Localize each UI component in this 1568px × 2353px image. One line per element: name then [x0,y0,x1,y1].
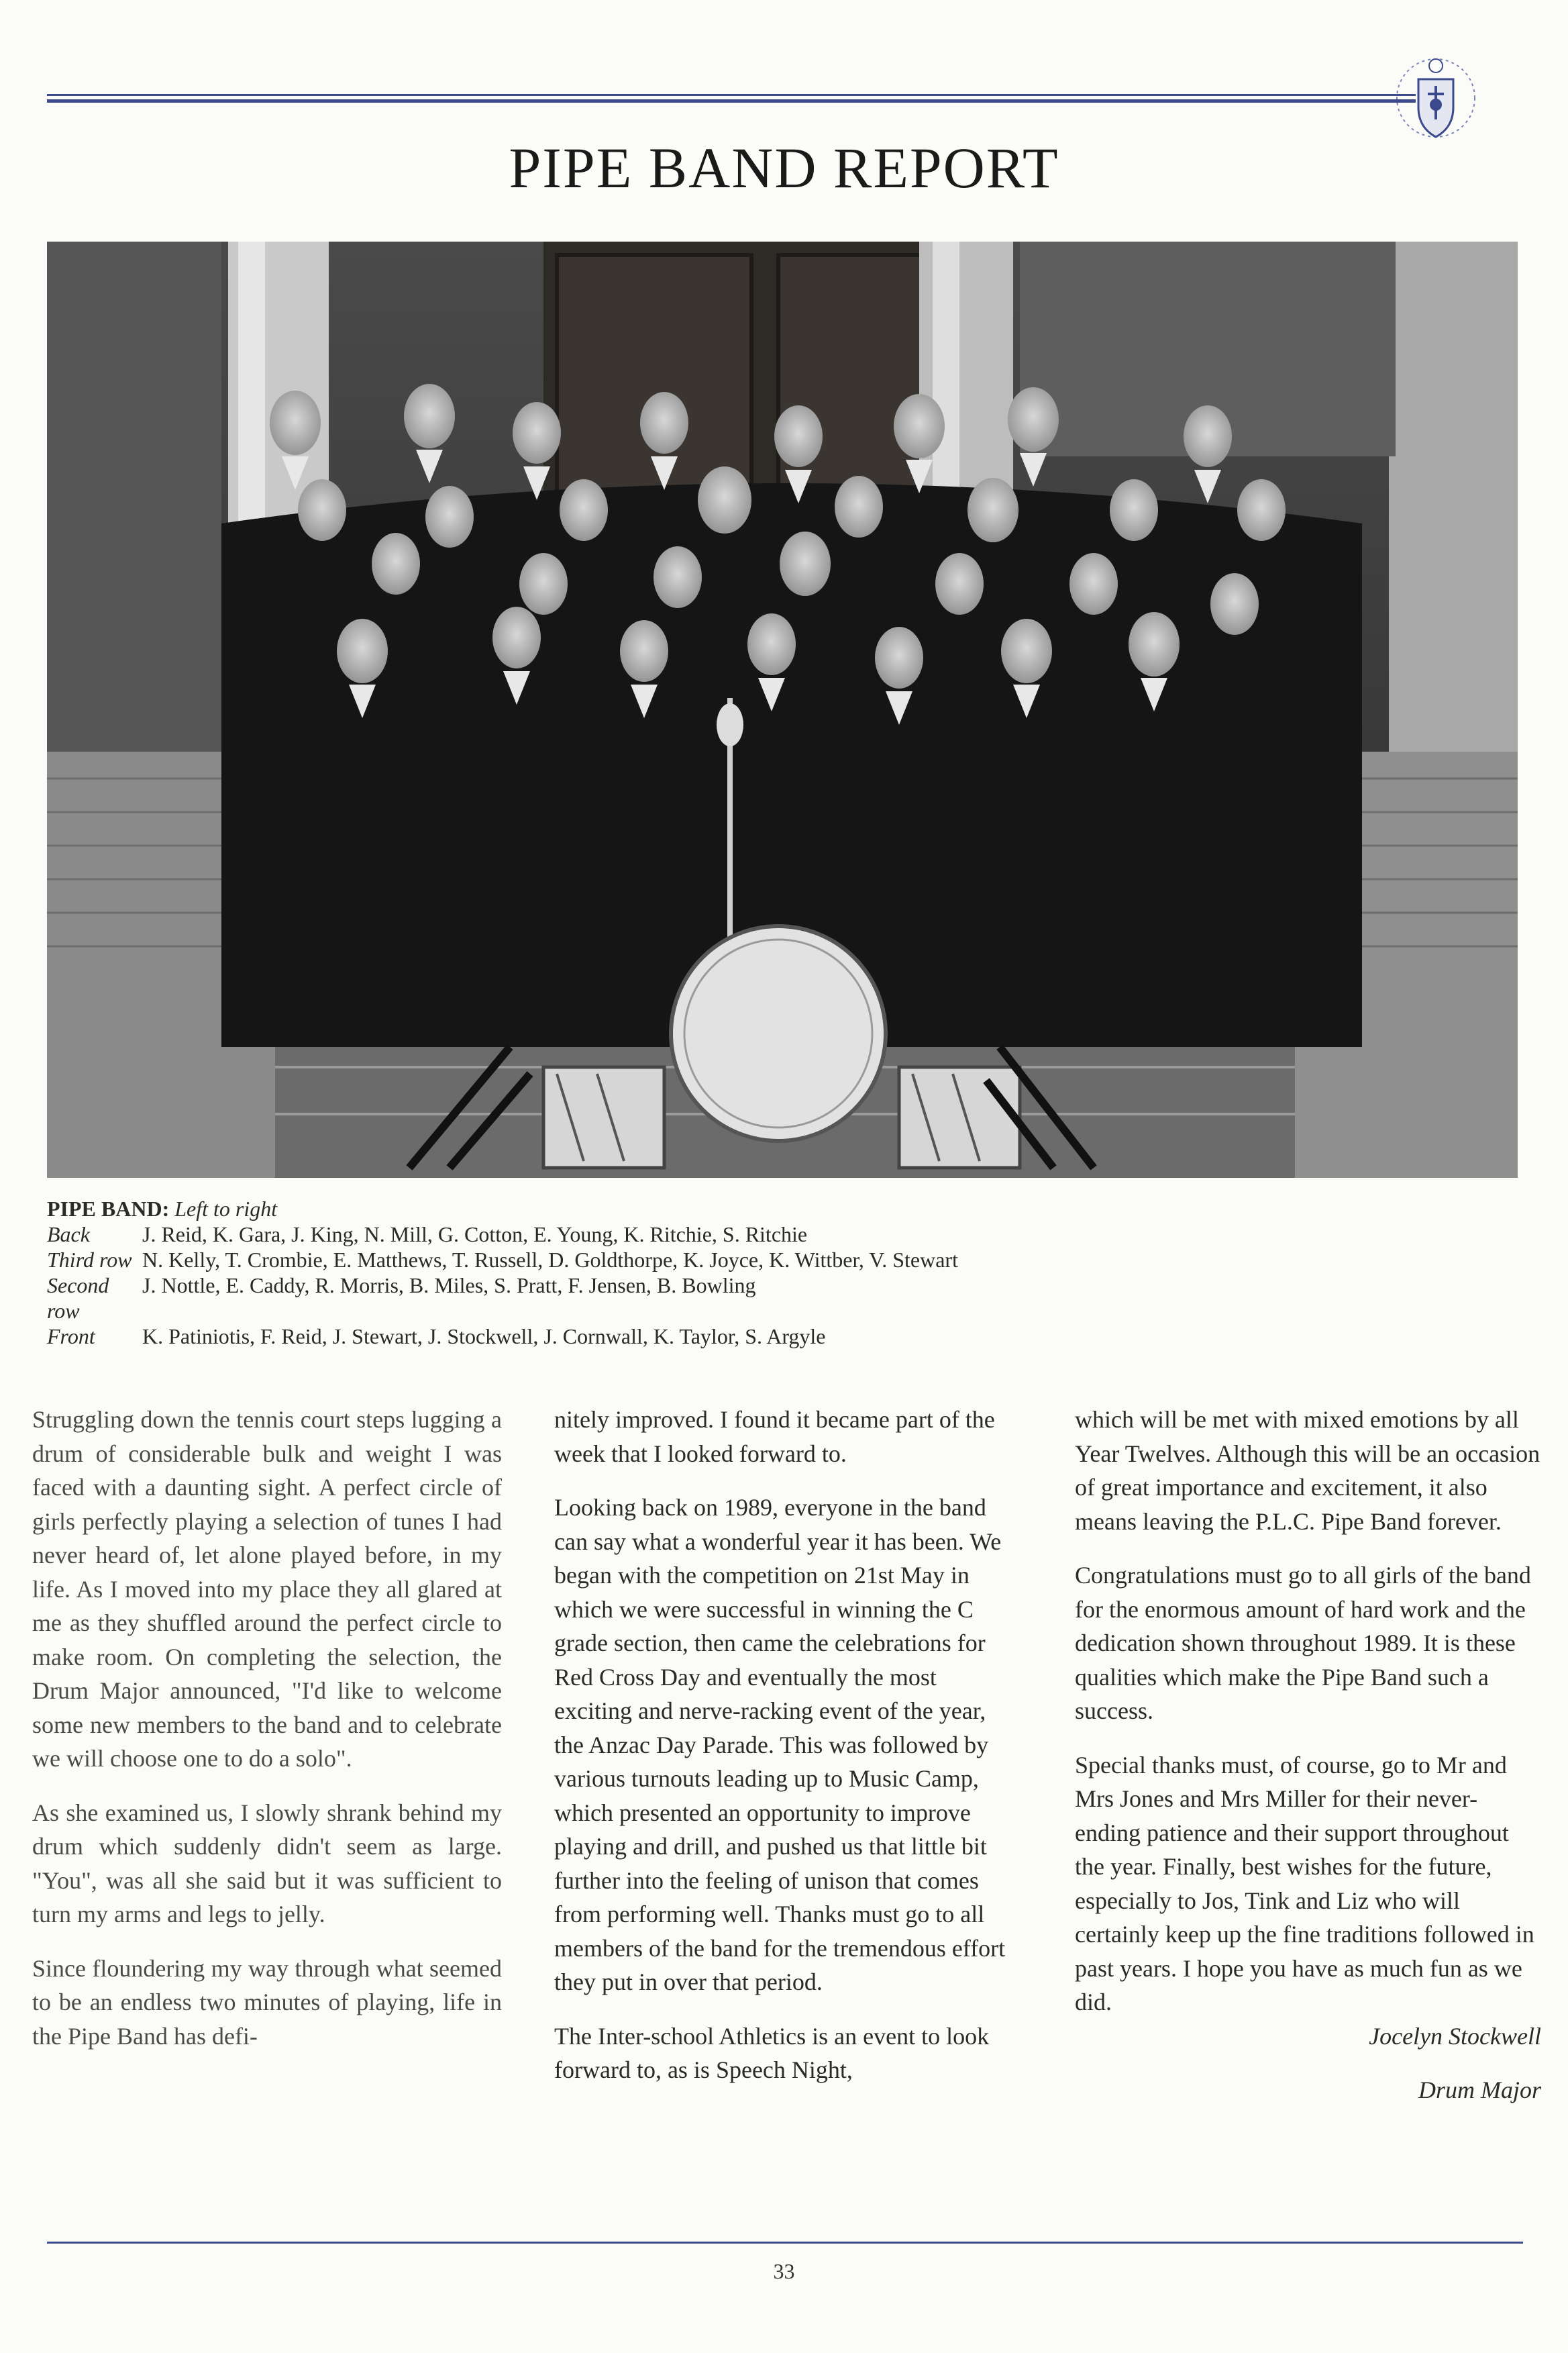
caption-row [47,1247,1523,1272]
paragraph: Struggling down the tennis court steps lugging a drum of considerable bulk and weight I was faced with a daunting sight. A perfect circle of girls perfectly playing a selection of tunes I had never heard of, let alone played before, in my life. As I moved into my place they all glared at me as they shuffled around the perfect circle to make room. On completing the selection, the Drum Major announced, "I'd like to welcome some new members to the band and to celebrate we will choose one to do a solo". [32,1406,502,1772]
caption-row-label: Second row [47,1273,109,1323]
paragraph: Since floundering my way through what seemed to be an endless two minutes of playing, life in the Pipe Band has defi- [32,1954,502,2050]
caption-row-names: J. Nottle, E. Caddy, R. Morris, B. Miles, S. Pratt, F. Jensen, B. Bowling [142,1273,756,1297]
paragraph: Congratulations must go to all girls of the band for the enormous amount of hard work and the dedication shown throughout 1989. It is these qualities which make the Pipe Band such a success. [1075,1562,1531,1724]
caption-direction: Left to right [174,1197,278,1221]
paragraph: The Inter-school Athletics is an event to look forward to, as is Speech Night, [554,2022,990,2083]
article-column-3 [1075,1403,1541,2127]
paragraph: Looking back on 1989, everyone in the band can say what a wonderful year it has been. We began with the competition on 21st May in which we were successful in winning the C grade section, then came the celebrations for Red Cross Day and eventually the most exciting and nerve-racking event of the year, the Anzac Day Parade. This was followed by various turnouts leading up to Music Camp, which presented an opportunity to improve playing and drill, and pushed us that little bit further into the feeling of unison that comes from performing well. Thanks must go to all members of the band for the tremendous effort they put in over that period. [554,1494,1006,1995]
band-group-photo [47,242,1518,1178]
caption-row [47,1323,1523,1349]
paragraph: Special thanks must, of course, go to Mr and Mrs Jones and Mrs Miller for their never-ending patience and their support throughout the year. Finally, best wishes for the future, especially to Jos, Tink and Liz who will certainly keep up the fine traditions followed in past years. I hope you have as much fun as we did. [1075,1751,1534,2015]
bottom-rule [47,2242,1523,2244]
paragraph: nitely improved. I found it became part of the week that I looked forward to. [554,1406,995,1467]
caption-row-names: N. Kelly, T. Crombie, E. Matthews, T. Russell, D. Goldthorpe, K. Joyce, K. Wittber, V. Stewart [142,1248,958,1272]
article-column-2 [554,1403,1017,2107]
caption-row-label: Back [47,1222,90,1246]
caption-row [47,1272,1523,1323]
caption-row-label: Front [47,1324,95,1348]
page-title: PIPE BAND REPORT [509,136,1059,200]
paragraph: which will be met with mixed emotions by all Year Twelves. Although this will be an occasion of great importance and excitement, it also means leaving the P.L.C. Pipe Band forever. [1075,1406,1540,1535]
paragraph: As she examined us, I slowly shrank behind my drum which suddenly didn't seem as large. "You", was all she said but it was sufficient to turn my arms and legs to jelly. [32,1799,502,1928]
top-rule [47,94,1416,103]
signature-name: Jocelyn Stockwell [1369,2022,1541,2050]
caption-row-names: K. Patiniotis, F. Reid, J. Stewart, J. Stockwell, J. Cornwall, K. Taylor, S. Argyle [142,1324,826,1348]
caption-heading: PIPE BAND: [47,1197,170,1221]
page-number: 33 [773,2259,795,2283]
caption-row [47,1221,1523,1247]
caption-row-label: Third row [47,1248,132,1272]
photo-caption [47,1196,1523,1349]
article-column-1 [32,1403,502,2073]
caption-row-names: J. Reid, K. Gara, J. King, N. Mill, G. Cotton, E. Young, K. Ritchie, S. Ritchie [142,1222,808,1246]
signature-title: Drum Major [1418,2076,1541,2103]
